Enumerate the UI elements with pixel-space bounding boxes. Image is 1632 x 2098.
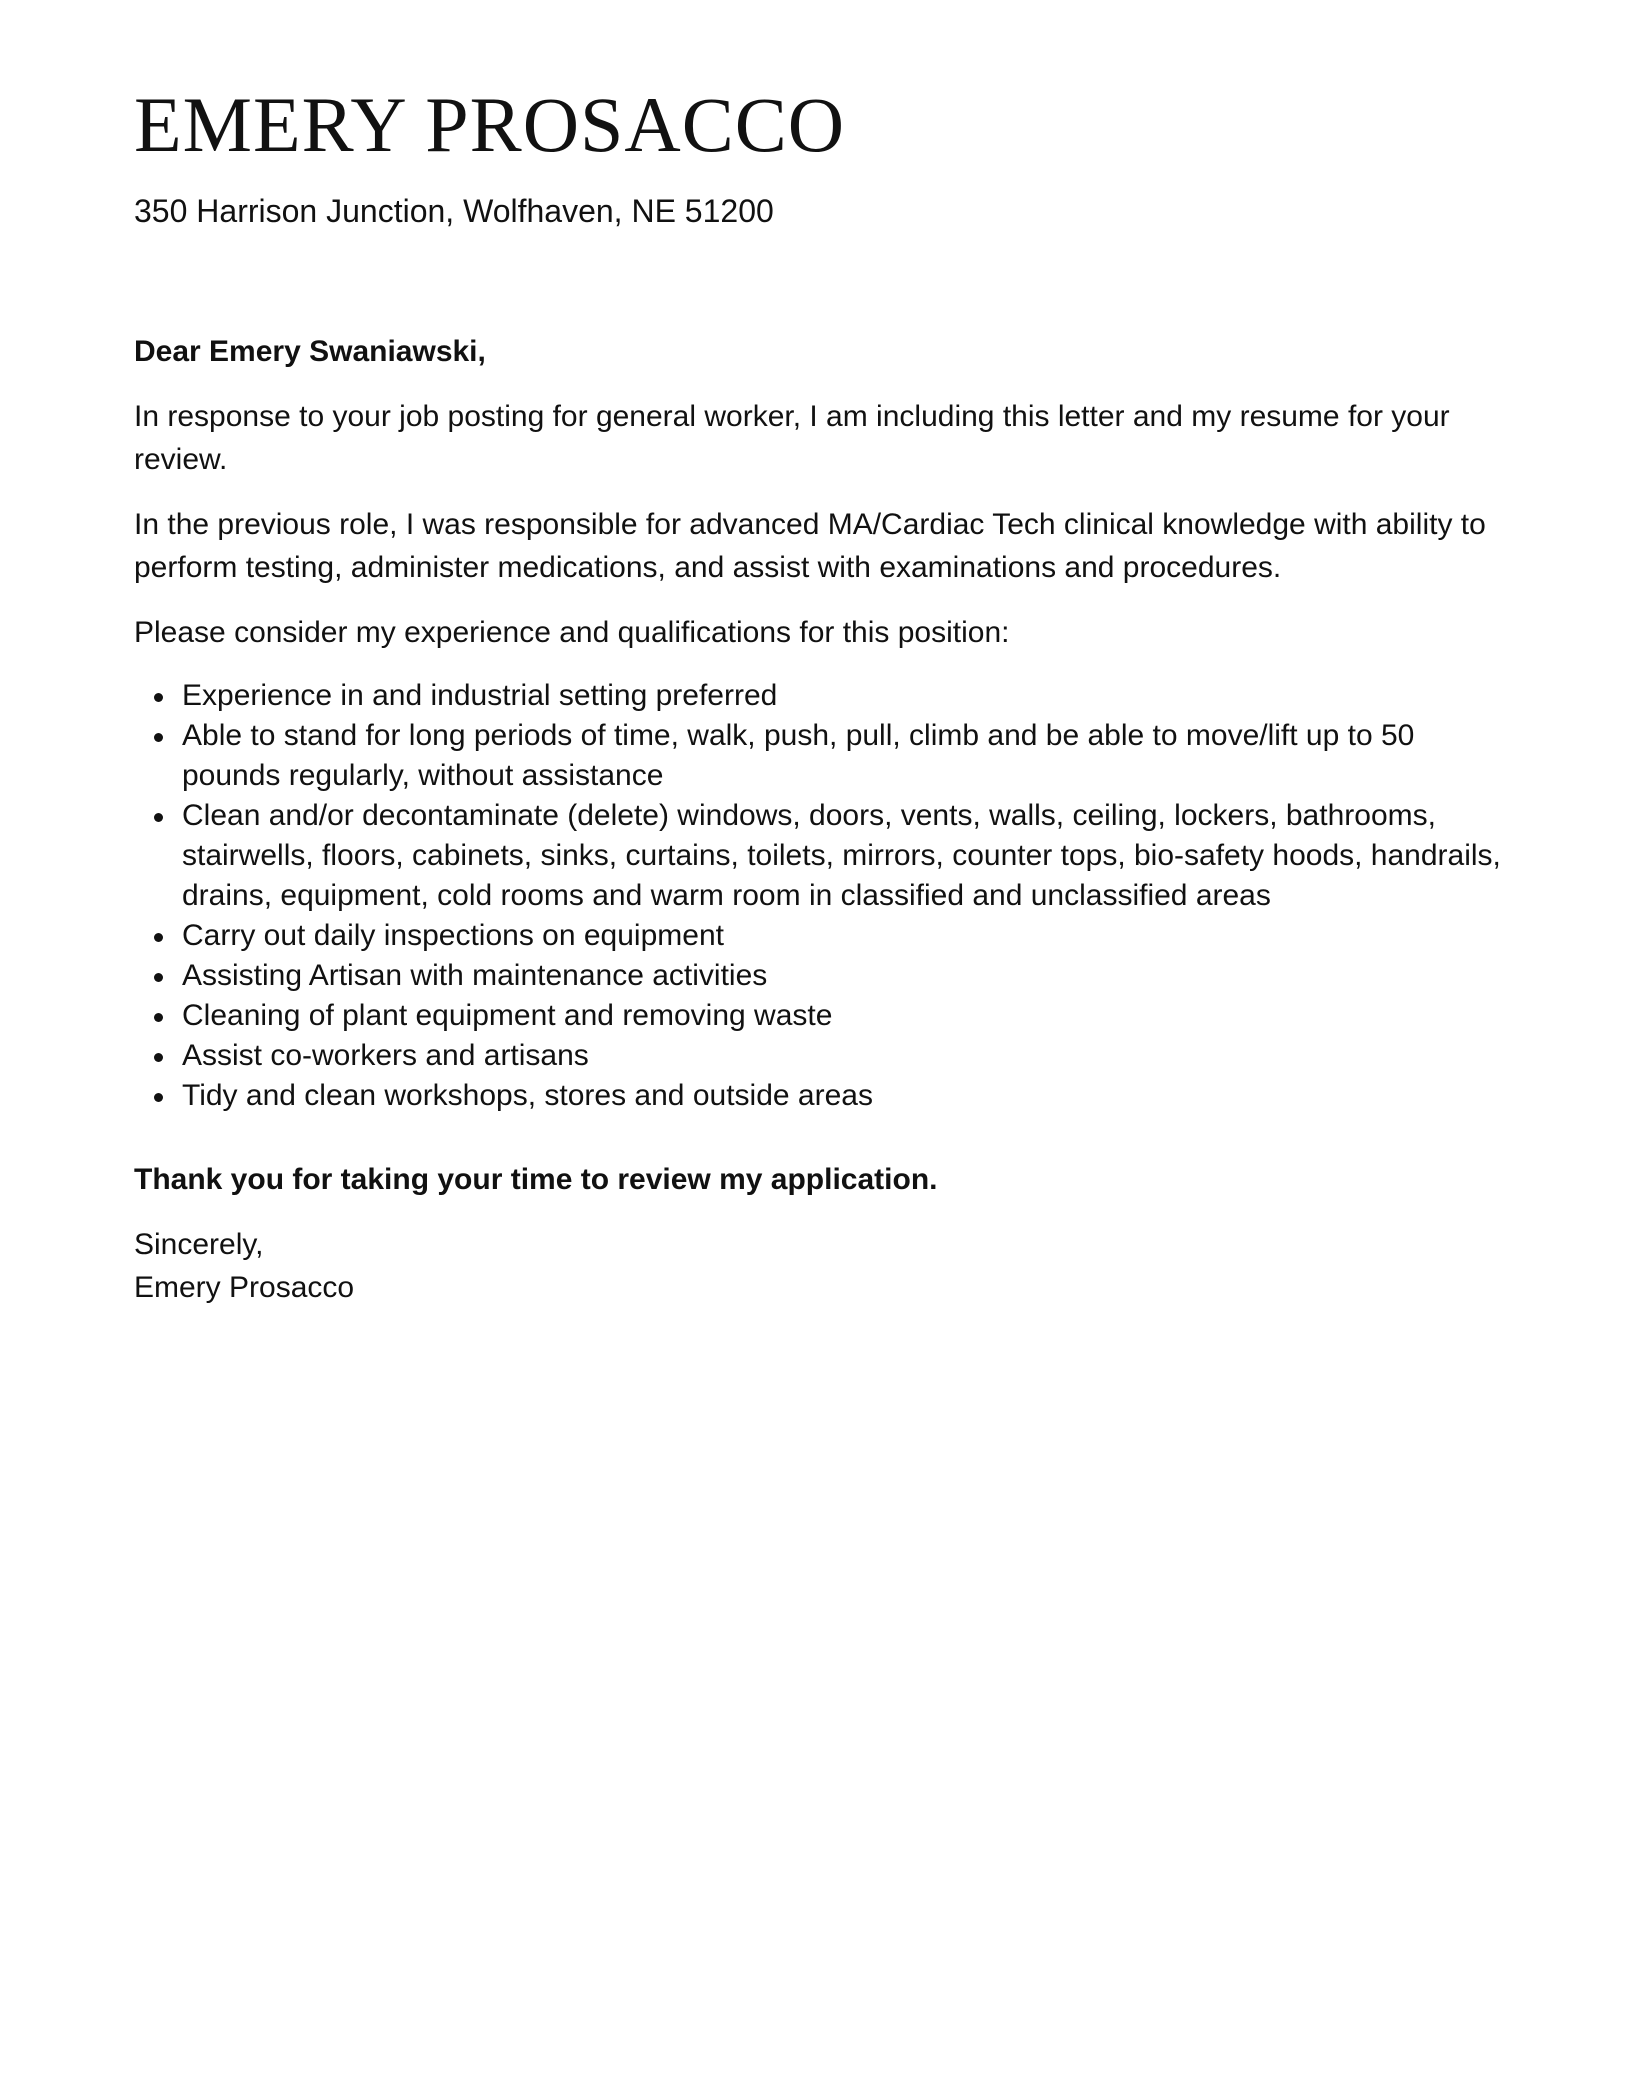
applicant-name: EMERY PROSACCO: [134, 81, 846, 168]
list-item: [134, 1036, 1514, 1076]
list-item: [134, 676, 1514, 716]
list-item: [134, 956, 1514, 996]
list-item: [134, 996, 1514, 1036]
letter-body: [134, 330, 1514, 1309]
experience-paragraph: In the previous role, I was responsible for advanced MA/Cardiac Tech clinical knowledge with ability to perform testing, administer medications, and assist with examinations and procedures.: [134, 508, 1486, 584]
bullet-icon: [154, 973, 163, 982]
signoff: Sincerely,: [134, 1228, 264, 1261]
list-item-text: Experience in and industrial setting preferred: [182, 679, 778, 712]
list-item: [134, 1076, 1514, 1116]
bullet-icon: [154, 933, 163, 942]
list-item-text: Tidy and clean workshops, stores and outside areas: [182, 1079, 873, 1112]
list-item: [134, 796, 1514, 916]
closing-line: Thank you for taking your time to review my application.: [134, 1163, 938, 1196]
qualifications-intro: Please consider my experience and qualifications for this position:: [134, 616, 1010, 649]
list-item: [134, 716, 1514, 796]
bullet-icon: [154, 733, 163, 742]
intro-paragraph: In response to your job posting for general worker, I am including this letter and my resume for your review.: [134, 400, 1450, 476]
applicant-address: 350 Harrison Junction, Wolfhaven, NE 51200: [134, 193, 774, 229]
signature-name: Emery Prosacco: [134, 1271, 355, 1304]
list-item-text: Able to stand for long periods of time, walk, push, pull, climb and be able to move/lift up to 50 pounds regularly, without assistance: [182, 719, 1415, 792]
list-item-text: Cleaning of plant equipment and removing waste: [182, 999, 833, 1032]
bullet-icon: [154, 813, 163, 822]
list-item-text: Assisting Artisan with maintenance activities: [182, 959, 768, 992]
list-item-text: Clean and/or decontaminate (delete) windows, doors, vents, walls, ceiling, lockers, bathrooms, stairwells, floors, cabinets, sinks, curtains, toilets, mirrors, counter tops, bio-safety hoods, handrails, drains, equipment, cold rooms and warm room in classified and unclassified areas: [182, 799, 1501, 912]
bullet-icon: [154, 1053, 163, 1062]
list-item-text: Assist co-workers and artisans: [182, 1039, 589, 1072]
list-item: [134, 916, 1514, 956]
list-item-text: Carry out daily inspections on equipment: [182, 919, 724, 952]
qualifications-list: [134, 676, 1514, 1116]
bullet-icon: [154, 1013, 163, 1022]
bullet-icon: [154, 1093, 163, 1102]
bullet-icon: [154, 693, 163, 702]
salutation: Dear Emery Swaniawski,: [134, 335, 486, 368]
